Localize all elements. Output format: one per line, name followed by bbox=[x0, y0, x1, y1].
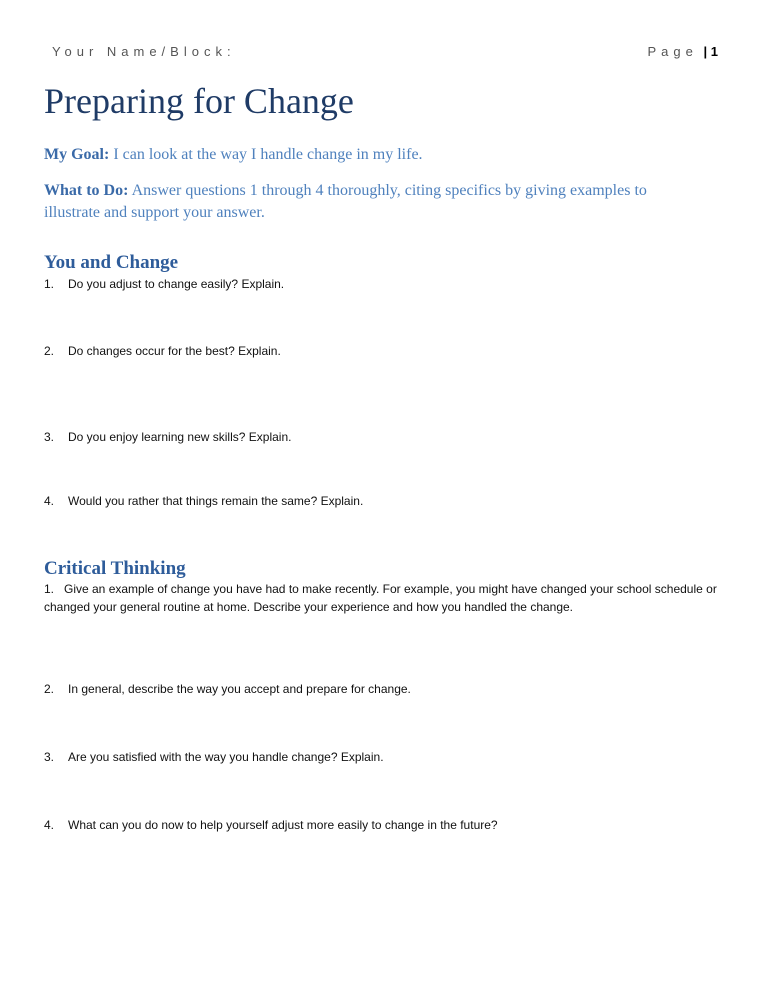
question-text: Do you enjoy learning new skills? Explain. bbox=[68, 430, 292, 444]
question-number: 3. bbox=[44, 430, 55, 444]
question-item bbox=[44, 748, 724, 766]
question-number: 3. bbox=[44, 750, 55, 764]
goal-label: My Goal: bbox=[44, 146, 110, 163]
name-block-label: Your Name/Block: bbox=[52, 44, 236, 59]
page-separator: | bbox=[703, 44, 708, 59]
instructions bbox=[44, 180, 704, 224]
question-item bbox=[44, 580, 724, 616]
page-indicator bbox=[648, 44, 719, 59]
question-item bbox=[44, 680, 724, 698]
question-number: 4. bbox=[44, 818, 55, 832]
todo-text: Answer questions 1 through 4 thoroughly, citing specifics by giving examples to illustrate and support your answer. bbox=[44, 182, 647, 221]
question-text: Do you adjust to change easily? Explain. bbox=[68, 277, 285, 291]
question-item bbox=[44, 492, 724, 510]
page-number: 1 bbox=[710, 44, 718, 59]
question-item bbox=[44, 342, 724, 360]
question-number: 1. bbox=[44, 277, 55, 291]
question-text: Give an example of change you have had to make recently. For example, you might have changed your school schedule or changed your general routine at home. Describe your experience and how you handled the change. bbox=[44, 582, 717, 614]
page-title: Preparing for Change bbox=[44, 81, 354, 121]
question-number: 4. bbox=[44, 494, 55, 508]
question-text: Are you satisfied with the way you handle change? Explain. bbox=[68, 750, 384, 764]
goal-text: I can look at the way I handle change in my life. bbox=[113, 146, 423, 163]
question-item bbox=[44, 428, 724, 446]
goal-statement bbox=[44, 144, 704, 166]
todo-label: What to Do: bbox=[44, 182, 129, 199]
page-label: Page bbox=[647, 44, 698, 59]
section-heading-you-and-change: You and Change bbox=[44, 252, 179, 273]
question-text: In general, describe the way you accept and prepare for change. bbox=[68, 682, 411, 696]
question-number: 2. bbox=[44, 344, 55, 358]
question-text: Do changes occur for the best? Explain. bbox=[68, 344, 281, 358]
question-item bbox=[44, 275, 724, 293]
question-item bbox=[44, 816, 724, 834]
question-text: Would you rather that things remain the same? Explain. bbox=[68, 494, 364, 508]
section-heading-critical-thinking: Critical Thinking bbox=[44, 558, 186, 579]
question-number: 2. bbox=[44, 682, 55, 696]
question-text: What can you do now to help yourself adjust more easily to change in the future? bbox=[68, 818, 498, 832]
question-number: 1. bbox=[44, 582, 55, 596]
